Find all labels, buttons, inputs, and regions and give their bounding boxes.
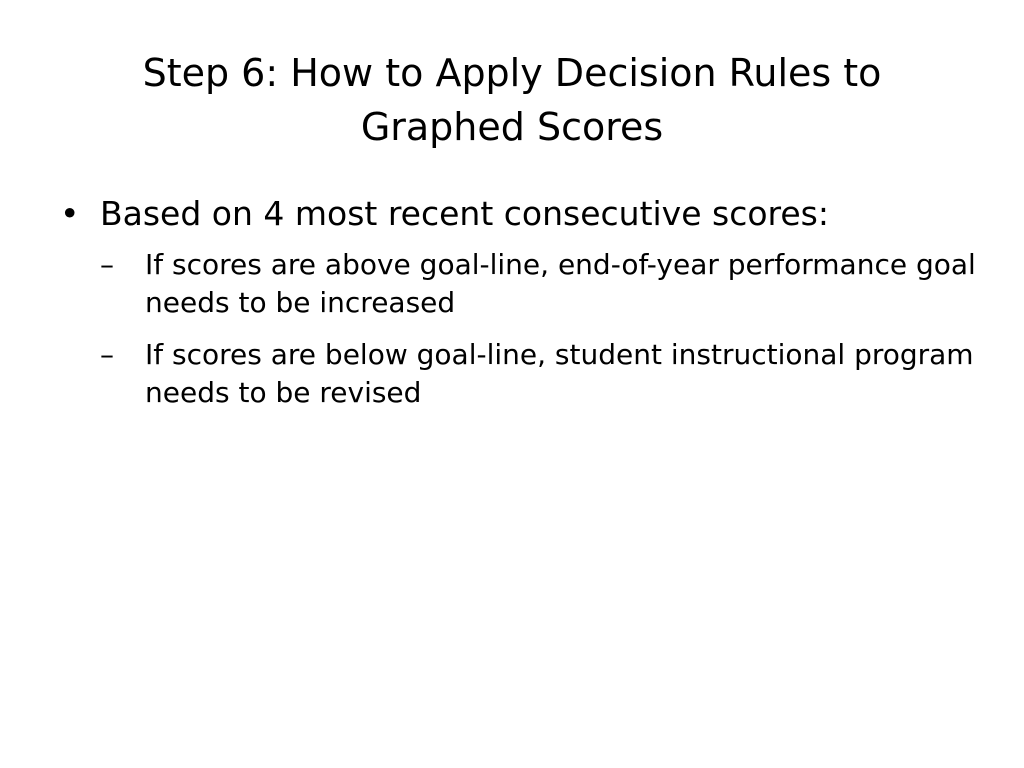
sub-bullet-text: If scores are above goal-line, end-of-year performance goal needs to be increased — [145, 248, 976, 319]
slide-title: Step 6: How to Apply Decision Rules to Graphed Scores — [142, 51, 882, 149]
dash-icon: – — [100, 248, 114, 281]
bullet-icon: • — [60, 194, 80, 233]
slide-body — [58, 190, 978, 426]
dash-icon: – — [100, 338, 114, 371]
bullet-text: Based on 4 most recent consecutive scores: — [100, 194, 829, 233]
sub-bullet-item — [100, 336, 978, 412]
sub-bullet-text: If scores are below goal-line, student instructional program needs to be revised — [145, 338, 974, 409]
sub-bullet-item — [100, 246, 978, 322]
bullet-item — [58, 190, 978, 238]
